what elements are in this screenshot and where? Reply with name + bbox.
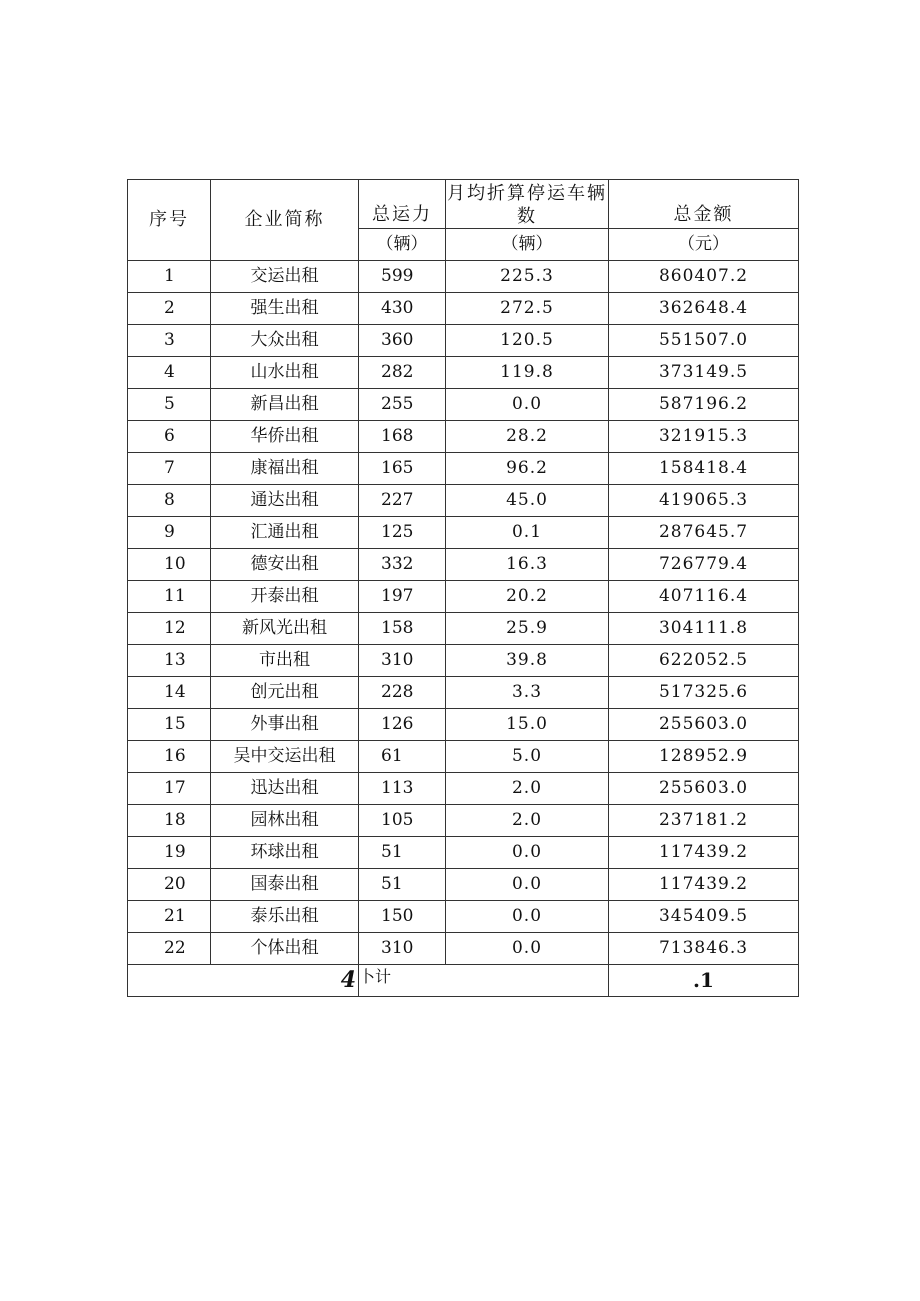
row-amount: 117439.2 [609,837,799,869]
row-amount: 158418.4 [609,453,799,485]
total-mark: 4 [128,965,359,997]
row-amount: 517325.6 [609,677,799,709]
table-row [128,453,799,485]
row-amount: 551507.0 [609,325,799,357]
row-capacity: 599 [359,261,446,293]
row-stopped: 0.1 [446,517,609,549]
header-stopped: 月均折算停运车辆数 [446,180,609,229]
row-index: 22 [128,933,211,965]
row-amount: 726779.4 [609,549,799,581]
row-index: 20 [128,869,211,901]
row-capacity: 228 [359,677,446,709]
row-stopped: 16.3 [446,549,609,581]
table-row [128,709,799,741]
row-company: 德安出租 [211,549,359,581]
total-label: 卜计 [359,965,609,997]
row-index: 7 [128,453,211,485]
row-index: 11 [128,581,211,613]
row-amount: 117439.2 [609,869,799,901]
row-capacity: 227 [359,485,446,517]
total-row [128,965,799,997]
table-row [128,837,799,869]
row-amount: 419065.3 [609,485,799,517]
header-company: 企业简称 [211,180,359,261]
row-capacity: 197 [359,581,446,613]
row-company: 开泰出租 [211,581,359,613]
table-row [128,901,799,933]
row-stopped: 225.3 [446,261,609,293]
row-capacity: 158 [359,613,446,645]
row-stopped: 20.2 [446,581,609,613]
table-row [128,293,799,325]
row-company: 交运出租 [211,261,359,293]
table-row [128,261,799,293]
row-index: 13 [128,645,211,677]
row-stopped: 119.8 [446,357,609,389]
row-capacity: 113 [359,773,446,805]
row-company: 新昌出租 [211,389,359,421]
row-amount: 255603.0 [609,709,799,741]
row-stopped: 0.0 [446,389,609,421]
row-capacity: 332 [359,549,446,581]
header-stopped-unit: （辆） [446,229,609,261]
row-capacity: 61 [359,741,446,773]
row-index: 1 [128,261,211,293]
row-company: 华侨出租 [211,421,359,453]
row-stopped: 0.0 [446,837,609,869]
row-stopped: 0.0 [446,869,609,901]
header-amount: 总金额 [609,180,799,229]
row-company: 外事出租 [211,709,359,741]
header-capacity: 总运力 [359,180,446,229]
row-company: 园林出租 [211,805,359,837]
table-row [128,773,799,805]
row-company: 汇通出租 [211,517,359,549]
table-row [128,805,799,837]
row-company: 山水出租 [211,357,359,389]
row-capacity: 125 [359,517,446,549]
row-company: 迅达出租 [211,773,359,805]
row-stopped: 120.5 [446,325,609,357]
row-amount: 622052.5 [609,645,799,677]
row-index: 15 [128,709,211,741]
row-amount: 407116.4 [609,581,799,613]
row-stopped: 3.3 [446,677,609,709]
row-index: 18 [128,805,211,837]
row-amount: 345409.5 [609,901,799,933]
row-capacity: 168 [359,421,446,453]
table-row [128,677,799,709]
row-stopped: 28.2 [446,421,609,453]
row-company: 大众出租 [211,325,359,357]
table-row [128,325,799,357]
row-stopped: 0.0 [446,933,609,965]
row-company: 个体出租 [211,933,359,965]
row-stopped: 2.0 [446,805,609,837]
table-row [128,549,799,581]
row-stopped: 2.0 [446,773,609,805]
row-index: 16 [128,741,211,773]
row-amount: 128952.9 [609,741,799,773]
row-amount: 362648.4 [609,293,799,325]
row-stopped: 39.8 [446,645,609,677]
row-company: 国泰出租 [211,869,359,901]
table-row [128,485,799,517]
table-row [128,933,799,965]
row-amount: 255603.0 [609,773,799,805]
row-company: 泰乐出租 [211,901,359,933]
table-row [128,645,799,677]
row-capacity: 282 [359,357,446,389]
row-index: 17 [128,773,211,805]
row-company: 通达出租 [211,485,359,517]
row-amount: 860407.2 [609,261,799,293]
row-amount: 321915.3 [609,421,799,453]
header-capacity-unit: （辆） [359,229,446,261]
total-amount: .1 [609,965,799,997]
row-company: 创元出租 [211,677,359,709]
row-capacity: 310 [359,933,446,965]
row-company: 新风光出租 [211,613,359,645]
row-index: 8 [128,485,211,517]
row-capacity: 165 [359,453,446,485]
row-index: 19 [128,837,211,869]
row-index: 14 [128,677,211,709]
row-stopped: 96.2 [446,453,609,485]
table-row [128,613,799,645]
row-amount: 237181.2 [609,805,799,837]
row-amount: 373149.5 [609,357,799,389]
row-stopped: 5.0 [446,741,609,773]
row-index: 3 [128,325,211,357]
row-index: 6 [128,421,211,453]
row-capacity: 430 [359,293,446,325]
row-index: 21 [128,901,211,933]
table-row [128,517,799,549]
row-amount: 713846.3 [609,933,799,965]
taxi-summary-table [127,179,799,997]
row-stopped: 15.0 [446,709,609,741]
table-row [128,421,799,453]
row-capacity: 150 [359,901,446,933]
row-capacity: 105 [359,805,446,837]
header-index: 序号 [128,180,211,261]
table-body [128,180,799,997]
row-capacity: 126 [359,709,446,741]
row-amount: 287645.7 [609,517,799,549]
row-index: 9 [128,517,211,549]
row-stopped: 272.5 [446,293,609,325]
table-row [128,357,799,389]
row-company: 市出租 [211,645,359,677]
row-index: 4 [128,357,211,389]
table-row [128,869,799,901]
table-row [128,581,799,613]
table-row [128,389,799,421]
row-amount: 587196.2 [609,389,799,421]
row-stopped: 25.9 [446,613,609,645]
header-row [128,180,799,229]
row-stopped: 0.0 [446,901,609,933]
row-stopped: 45.0 [446,485,609,517]
row-company: 康福出租 [211,453,359,485]
row-capacity: 255 [359,389,446,421]
row-index: 2 [128,293,211,325]
table-row [128,741,799,773]
row-capacity: 310 [359,645,446,677]
row-capacity: 360 [359,325,446,357]
row-company: 环球出租 [211,837,359,869]
row-capacity: 51 [359,869,446,901]
row-index: 5 [128,389,211,421]
row-company: 吴中交运出租 [211,741,359,773]
header-amount-unit: （元） [609,229,799,261]
row-amount: 304111.8 [609,613,799,645]
row-company: 强生出租 [211,293,359,325]
row-index: 12 [128,613,211,645]
row-capacity: 51 [359,837,446,869]
row-index: 10 [128,549,211,581]
